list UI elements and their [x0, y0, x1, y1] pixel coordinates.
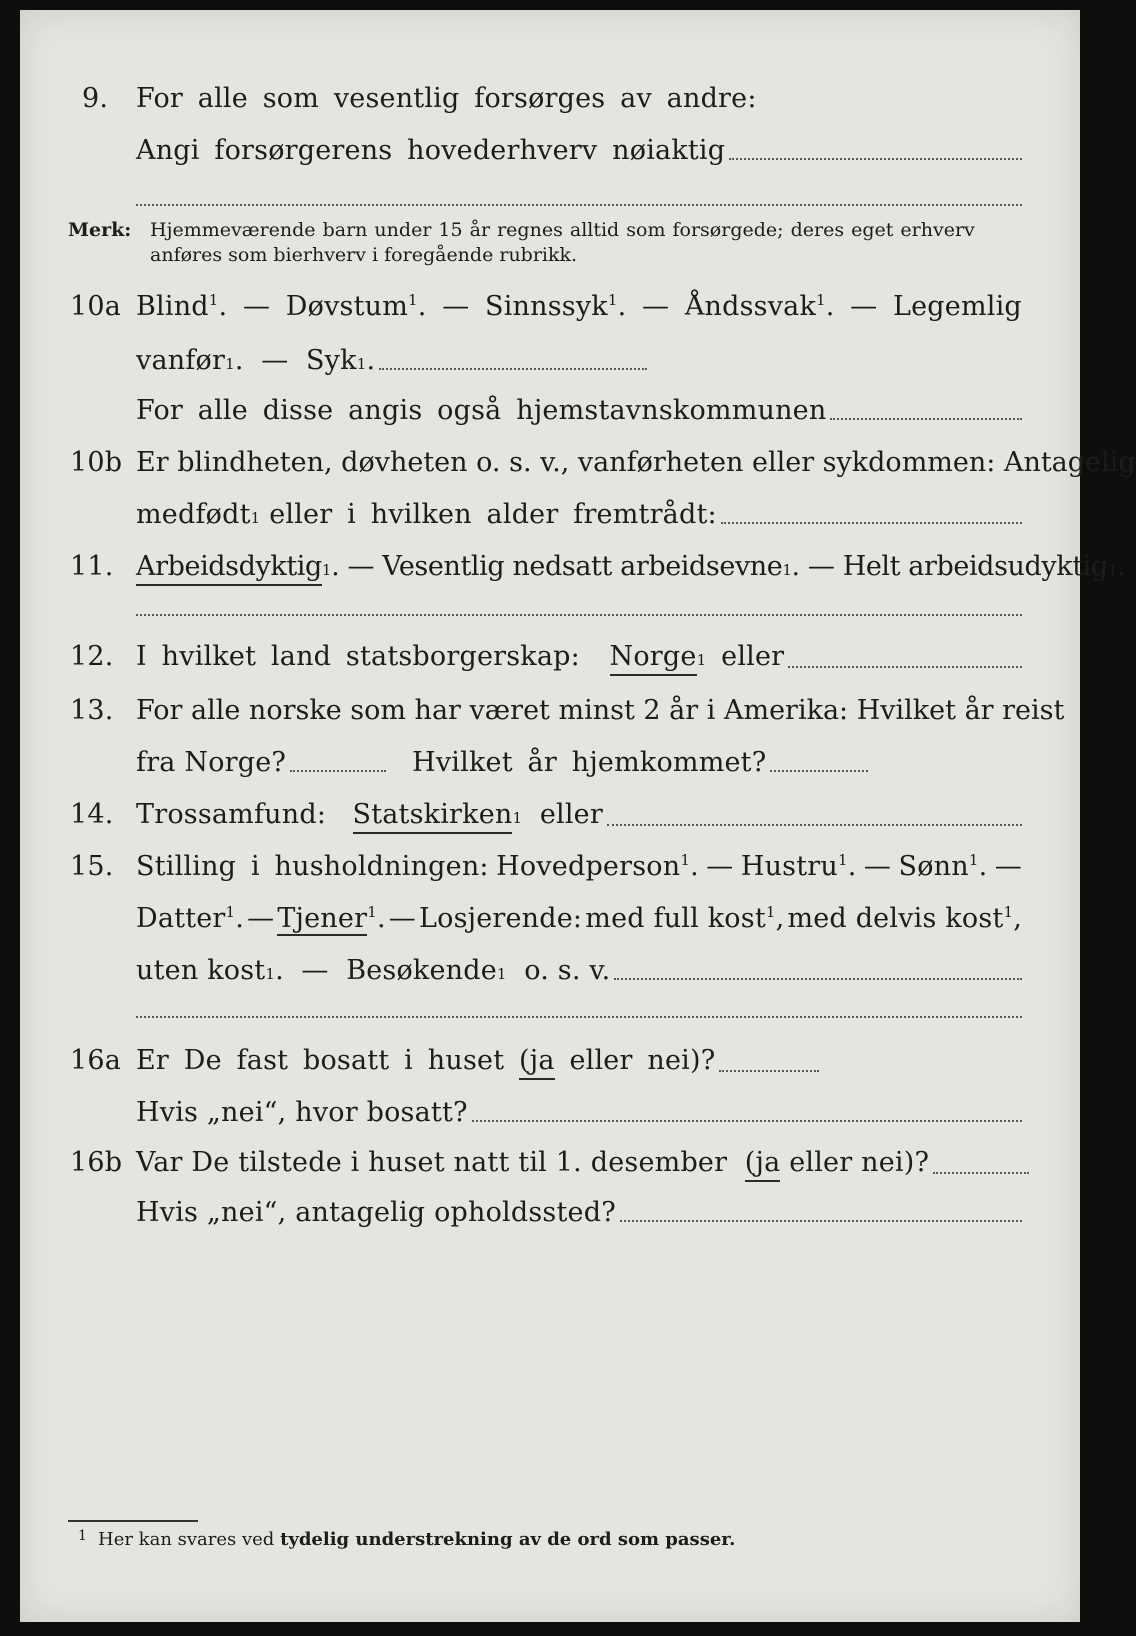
q15-full-kost[interactable]: med full kost — [585, 903, 766, 934]
q10b-text: Er blindheten, døvheten o. s. v., vanførheten eller sykdommen: Antagelig — [136, 447, 1136, 478]
q10a-dovstum[interactable]: Døvstum — [285, 291, 409, 322]
q13-reist-field[interactable] — [290, 770, 386, 772]
footnote-rule — [68, 1520, 198, 1522]
q15-tjener[interactable]: Tjener — [277, 903, 368, 934]
q9-main-occupation-label: Angi forsørgerens hovederhverv nøiaktig — [136, 135, 726, 166]
q16b-field[interactable] — [933, 1172, 1029, 1174]
q16a-field[interactable] — [719, 1070, 819, 1072]
q14-number: 14. — [70, 799, 114, 830]
q11-udyktig[interactable]: Helt arbeidsudyktig — [842, 551, 1108, 582]
q15-osv: o. s. v. — [524, 955, 611, 986]
q13-hjemkommet-field[interactable] — [770, 770, 868, 772]
q16b-number: 16b — [70, 1147, 123, 1178]
q10a-hjemstavn-label: For alle disse angis også hjemstavnskommunen — [136, 395, 827, 426]
q14-other-field[interactable] — [607, 824, 1022, 826]
q16b-ja[interactable]: (ja — [745, 1146, 781, 1182]
q10b-number: 10b — [70, 447, 123, 478]
merk-label: Merk: — [68, 219, 132, 241]
q15-hustru[interactable]: Hustru — [740, 851, 838, 882]
merk-line1: Hjemmeværende barn under 15 år regnes alltid som forsørgede; deres eget erhverv — [150, 219, 975, 241]
q10b-medfodt[interactable]: medfødt — [136, 499, 251, 530]
q16b-eller-nei[interactable]: eller nei)? — [789, 1147, 930, 1178]
q16a-label: Er De fast bosatt i huset — [136, 1045, 505, 1076]
q13-reist-label: fra Norge? — [136, 747, 287, 778]
footnote-text-b: tydelig understrekning av de ord som passer. — [280, 1529, 736, 1550]
q10a-blind[interactable]: Blind — [136, 291, 209, 322]
q16a-eller-nei[interactable]: eller nei)? — [569, 1045, 716, 1076]
q10b-alder-field[interactable] — [721, 522, 1022, 524]
q12-number: 12. — [70, 641, 114, 672]
q16a-ja[interactable]: (ja — [519, 1044, 555, 1080]
q12-norge[interactable]: Norge — [610, 640, 697, 676]
q12-other-country-field[interactable] — [788, 666, 1022, 668]
q11-answer-field[interactable] — [136, 614, 1022, 616]
q14-label: Trossamfund: — [136, 799, 327, 830]
q15-label: Stilling i husholdningen: — [136, 851, 489, 882]
q10a-andssvak[interactable]: Åndssvak — [684, 291, 817, 322]
merk-line2: anføres som bierhverv i foregående rubrikk. — [150, 244, 578, 266]
q16a-number: 16a — [70, 1045, 122, 1076]
q10a-number: 10a — [70, 291, 122, 322]
q10a-hjemstavn-field[interactable] — [830, 418, 1022, 420]
footnote-marker: 1 — [78, 1528, 87, 1544]
q16a-hvor-bosatt-label: Hvis „nei“, hvor bosatt? — [136, 1097, 468, 1128]
q16b-label: Var De tilstede i huset natt til 1. desember — [136, 1147, 728, 1178]
q10a-legemlig[interactable]: Legemlig — [892, 291, 1022, 322]
footnote-text-a: Her kan svares ved — [98, 1529, 275, 1550]
q9-number: 9. — [82, 83, 109, 114]
q10a-syk-field[interactable] — [379, 368, 647, 370]
q14-statskirken[interactable]: Statskirken — [353, 798, 513, 834]
q12-label: I hvilket land statsborgerskap: — [136, 641, 580, 672]
q15-other-field[interactable] — [614, 978, 1022, 980]
q16b-opholdssted-field[interactable] — [620, 1220, 1022, 1222]
footnote — [78, 1528, 736, 1552]
q15-delvis-kost[interactable]: med delvis kost — [787, 903, 1004, 934]
q10a-syk[interactable]: Syk — [305, 345, 357, 376]
q13-hjemkommet-label: Hvilket år hjemkommet? — [412, 747, 767, 778]
q11-number: 11. — [70, 551, 114, 582]
q11-arbeidsdyktig[interactable]: Arbeidsdyktig — [136, 550, 322, 586]
q11-nedsatt[interactable]: Vesentlig nedsatt arbeidsevne — [382, 551, 783, 582]
census-form-page: 9. For alle som vesentlig forsørges av andre: Angi forsørgerens hovederhverv nøiaktig Merk: Hjemmeværende barn under 15 år regnes alltid som forsørgede; deres eget erhverv anføres som bierhverv i foregående rubrikk. 10a Blind$^1$. — Døvstum$^1$. — Sinnssyk$^1$. — Åndssvak$^1$. — Legemlig vanfør 1 . — Syk 1 . For alle disse angis også hjemstavnskommunen 10b Er blindheten, døvheten o. s. v., vanførheten eller sykdommen: Antagelig medfødt 1 eller i hvilken alder fremtrådt: 11. Arbeidsdyktig 1 . — Vesentlig nedsatt arbeidsevne 1 . — Helt arbeidsudyktig 1 . 12. I hvilket land statsborgerskap: Norge 1 eller 13. For alle norske som har været minst 2 år i Amerika: Hvilket år reist fra Norge? Hvilket år hjemkommet? 14. Trossamfund: Statskirken 1 eller 15. Stilling i husholdningen: Hovedperson$^1$. — Hustru$^1$. — Sønn$^1$. — Datter$^1$. — Tjener$^1$. — Losjerende: med full kost$^1$, med delvis kost$^1$, uten kost 1 . — Besøkende 1 o. s. v. 16a Er De fast bosatt i huset (ja eller nei)? Hvis „nei“, hvor bosatt? 16b Var De tilstede i huset natt til 1. desember (ja eller nei)? Hvis „nei“, antagelig opholdssted? 1 Her kan svares ved tydelig understrekning av de ord som passer. — [20, 10, 1080, 1622]
q10b-alder-label: eller i hvilken alder fremtrådt: — [269, 499, 717, 530]
q16b-opholdssted-label: Hvis „nei“, antagelig opholdssted? — [136, 1197, 616, 1228]
q15-losjerende: Losjerende: — [419, 903, 583, 934]
q15-hovedperson[interactable]: Hovedperson — [496, 851, 681, 882]
q15-number: 15. — [70, 851, 114, 882]
q16a-hvor-bosatt-field[interactable] — [472, 1120, 1022, 1122]
q9-text: For alle som vesentlig forsørges av andre: — [136, 83, 757, 114]
q12-eller: eller — [721, 641, 785, 672]
q9-answer-field-2[interactable] — [136, 204, 1022, 206]
q14-eller: eller — [539, 799, 603, 830]
q15-sonn[interactable]: Sønn — [898, 851, 969, 882]
q15-answer-field-2[interactable] — [136, 1016, 1022, 1018]
q10a-sinnssyk[interactable]: Sinnssyk — [485, 291, 608, 322]
q10a-vanfor[interactable]: vanfør — [136, 345, 226, 376]
q15-datter[interactable]: Datter — [136, 903, 226, 934]
q13-number: 13. — [70, 695, 114, 726]
q9-answer-field[interactable] — [729, 158, 1022, 160]
q15-besokende[interactable]: Besøkende — [346, 955, 497, 986]
q13-text: For alle norske som har været minst 2 år i Amerika: Hvilket år reist — [136, 695, 1065, 726]
q15-uten-kost[interactable]: uten kost — [136, 955, 266, 986]
